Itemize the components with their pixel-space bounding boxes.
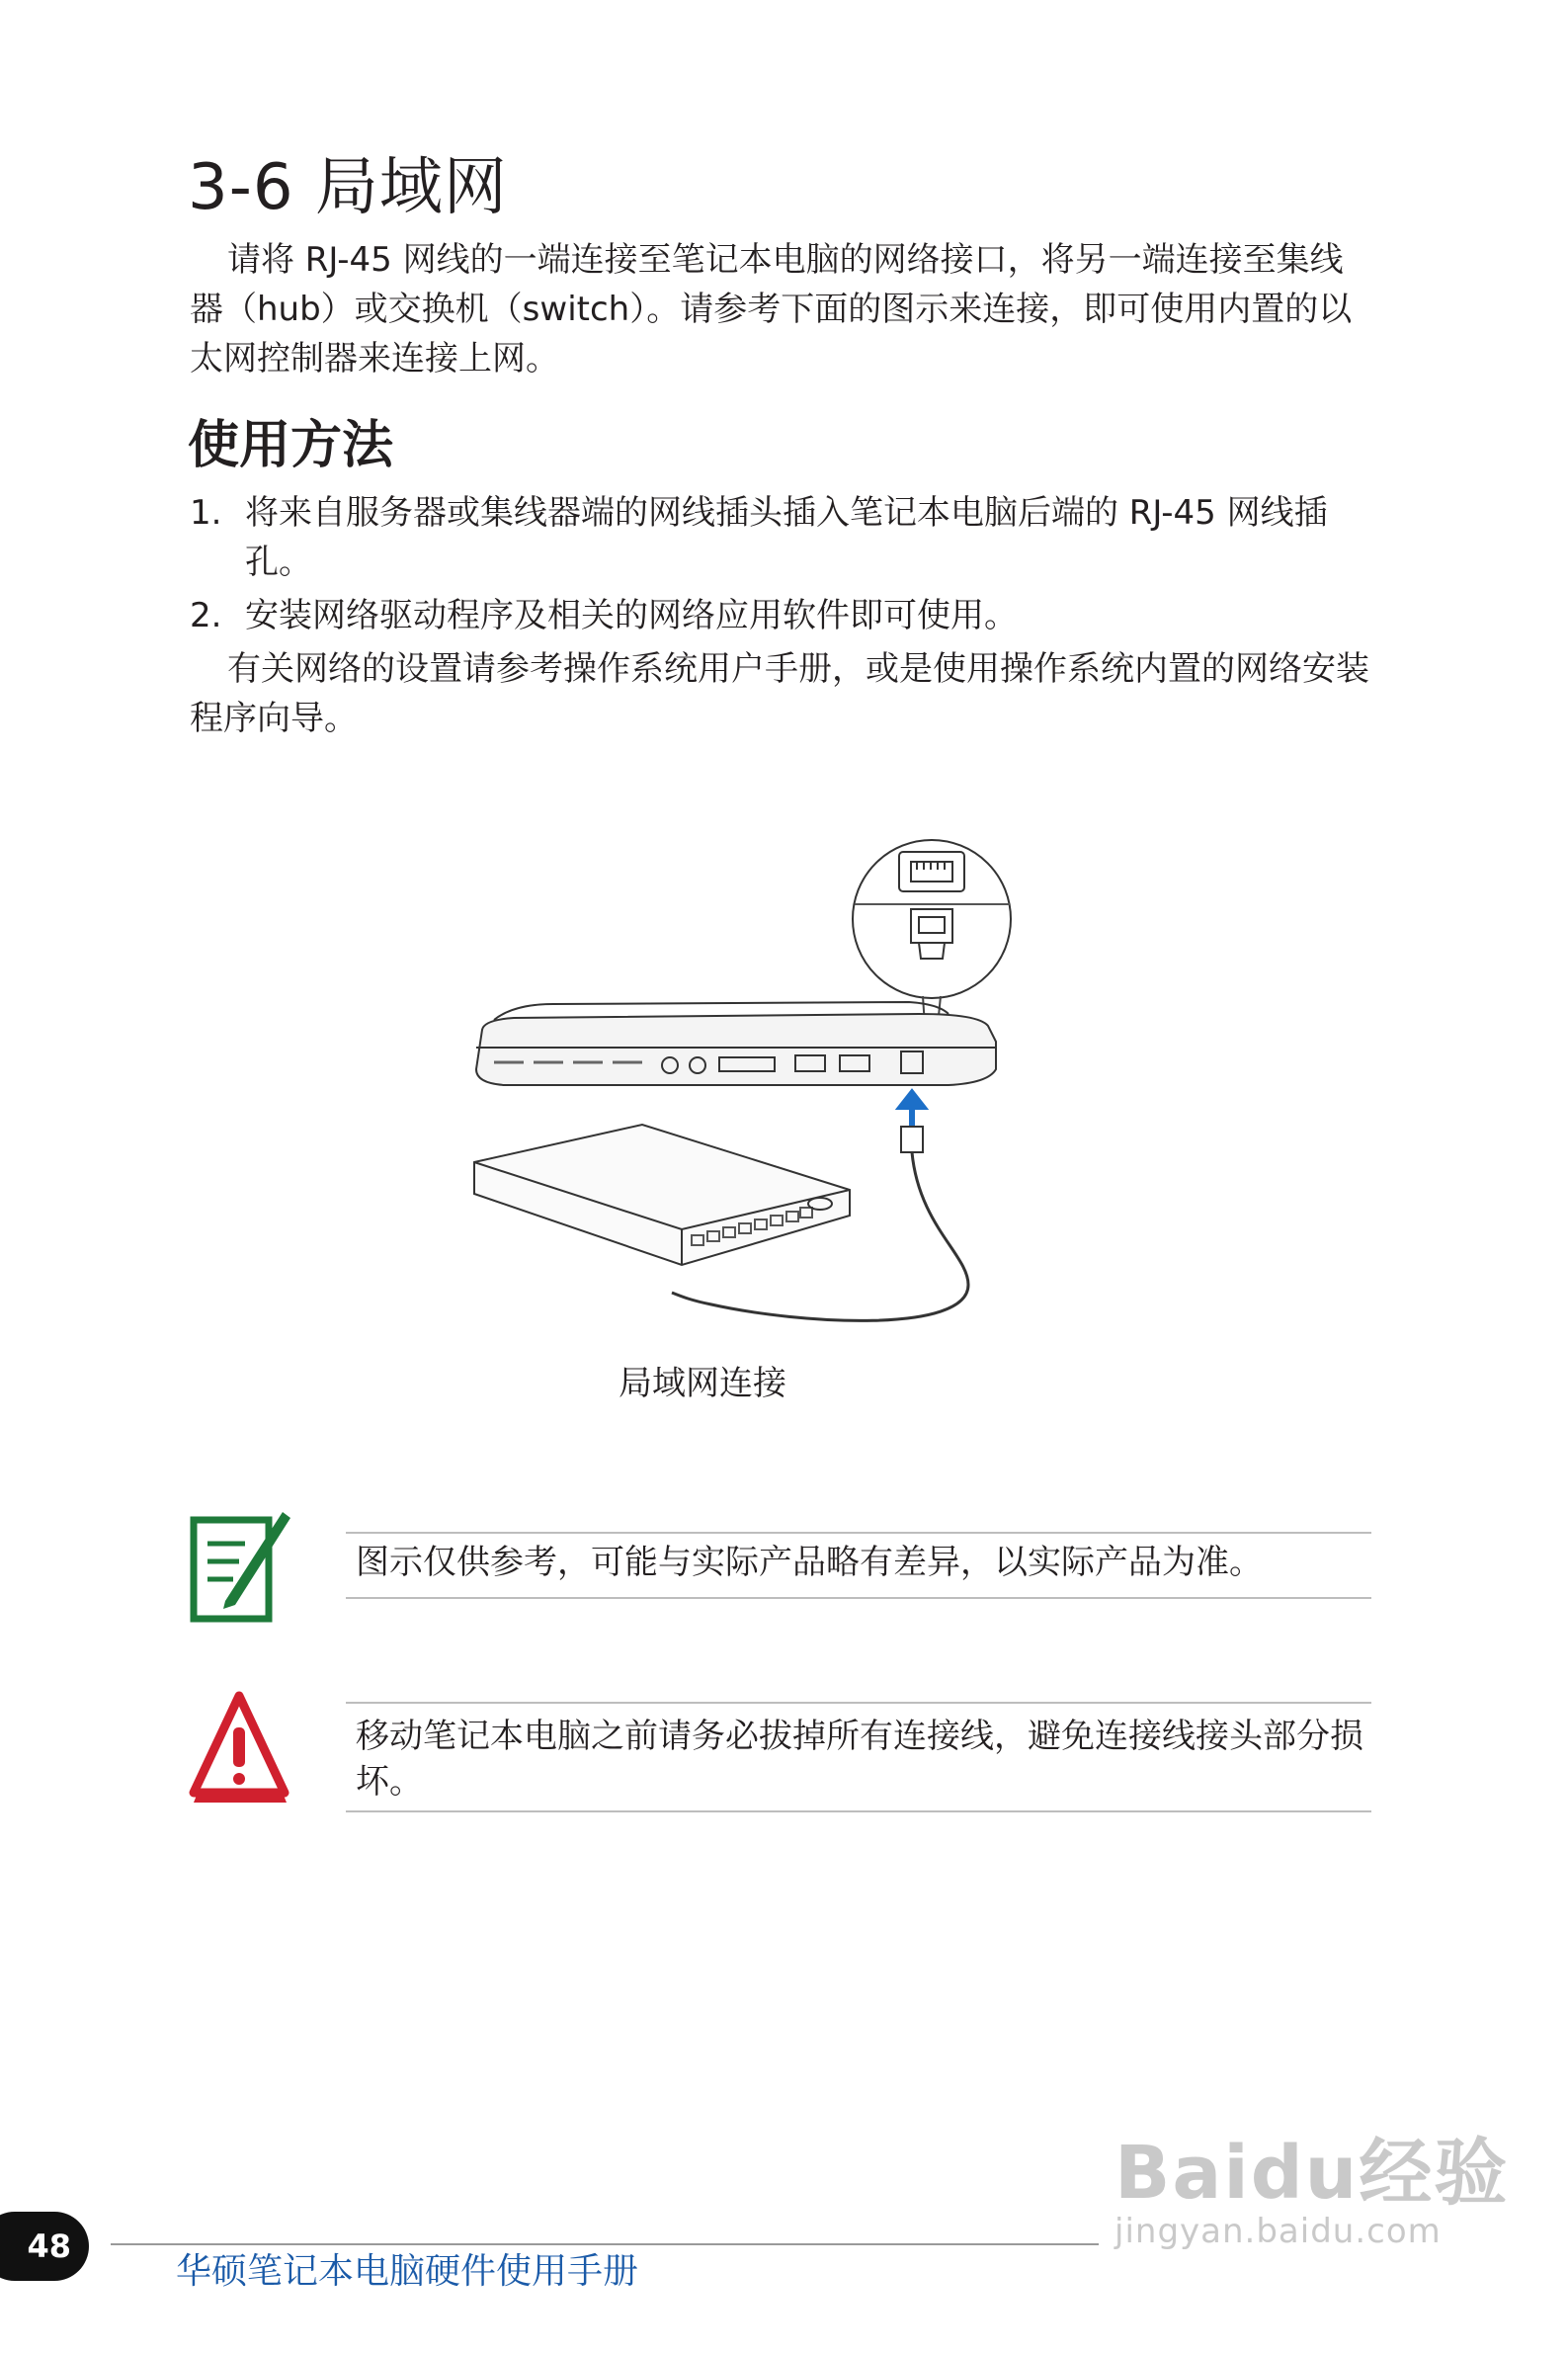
step-2 bbox=[190, 591, 1371, 640]
baidu-watermark bbox=[1114, 2115, 1509, 2251]
arrow-up-icon bbox=[901, 1093, 923, 1127]
intro-paragraph: 请将 RJ-45 网线的一端连接至笔记本电脑的网络接口，将另一端连接至集线器（hub）或交换机（switch）。请参考下面的图示来连接，即可使用内置的以太网控制器来连接上网。 bbox=[190, 240, 1353, 378]
page-number: 48 bbox=[0, 2212, 89, 2281]
warning-bottom-rule bbox=[346, 1810, 1371, 1812]
warning-top-rule bbox=[346, 1702, 1371, 1704]
usage-heading: 使用方法 bbox=[188, 416, 394, 475]
figure-caption: 局域网连接 bbox=[619, 1364, 786, 1403]
network-switch-icon bbox=[474, 1125, 850, 1265]
step-1 bbox=[190, 488, 1371, 587]
section-title: 3-6 局域网 bbox=[188, 151, 508, 224]
step-text: 安装网络驱动程序及相关的网络应用软件即可使用。 bbox=[245, 596, 1018, 635]
step-text: 将来自服务器或集线器端的网线插头插入笔记本电脑后端的 RJ-45 网线插孔。 bbox=[245, 493, 1328, 582]
note-bottom-rule bbox=[346, 1597, 1371, 1599]
footer-title: 华硕笔记本电脑硬件使用手册 bbox=[176, 2251, 639, 2292]
network-settings-paragraph: 有关网络的设置请参考操作系统用户手册，或是使用操作系统内置的网络安装程序向导。 bbox=[190, 649, 1369, 738]
lan-connection-illustration bbox=[454, 810, 1047, 1344]
warning-text: 移动笔记本电脑之前请务必拔掉所有连接线，避免连接线接头部分损坏。 bbox=[356, 1717, 1363, 1802]
note-pencil-icon bbox=[190, 1502, 292, 1625]
step-number: 2. bbox=[190, 596, 222, 635]
note-top-rule bbox=[346, 1532, 1371, 1534]
laptop-icon bbox=[476, 1014, 996, 1085]
step-number: 1. bbox=[190, 493, 222, 533]
watermark-brand: Baidu经验 bbox=[1114, 2131, 1510, 2216]
note-text: 图示仅供参考，可能与实际产品略有差异，以实际产品为准。 bbox=[356, 1543, 1263, 1582]
watermark-url: jingyan.baidu.com bbox=[1114, 2212, 1442, 2251]
warning-triangle-icon bbox=[188, 1690, 290, 1810]
